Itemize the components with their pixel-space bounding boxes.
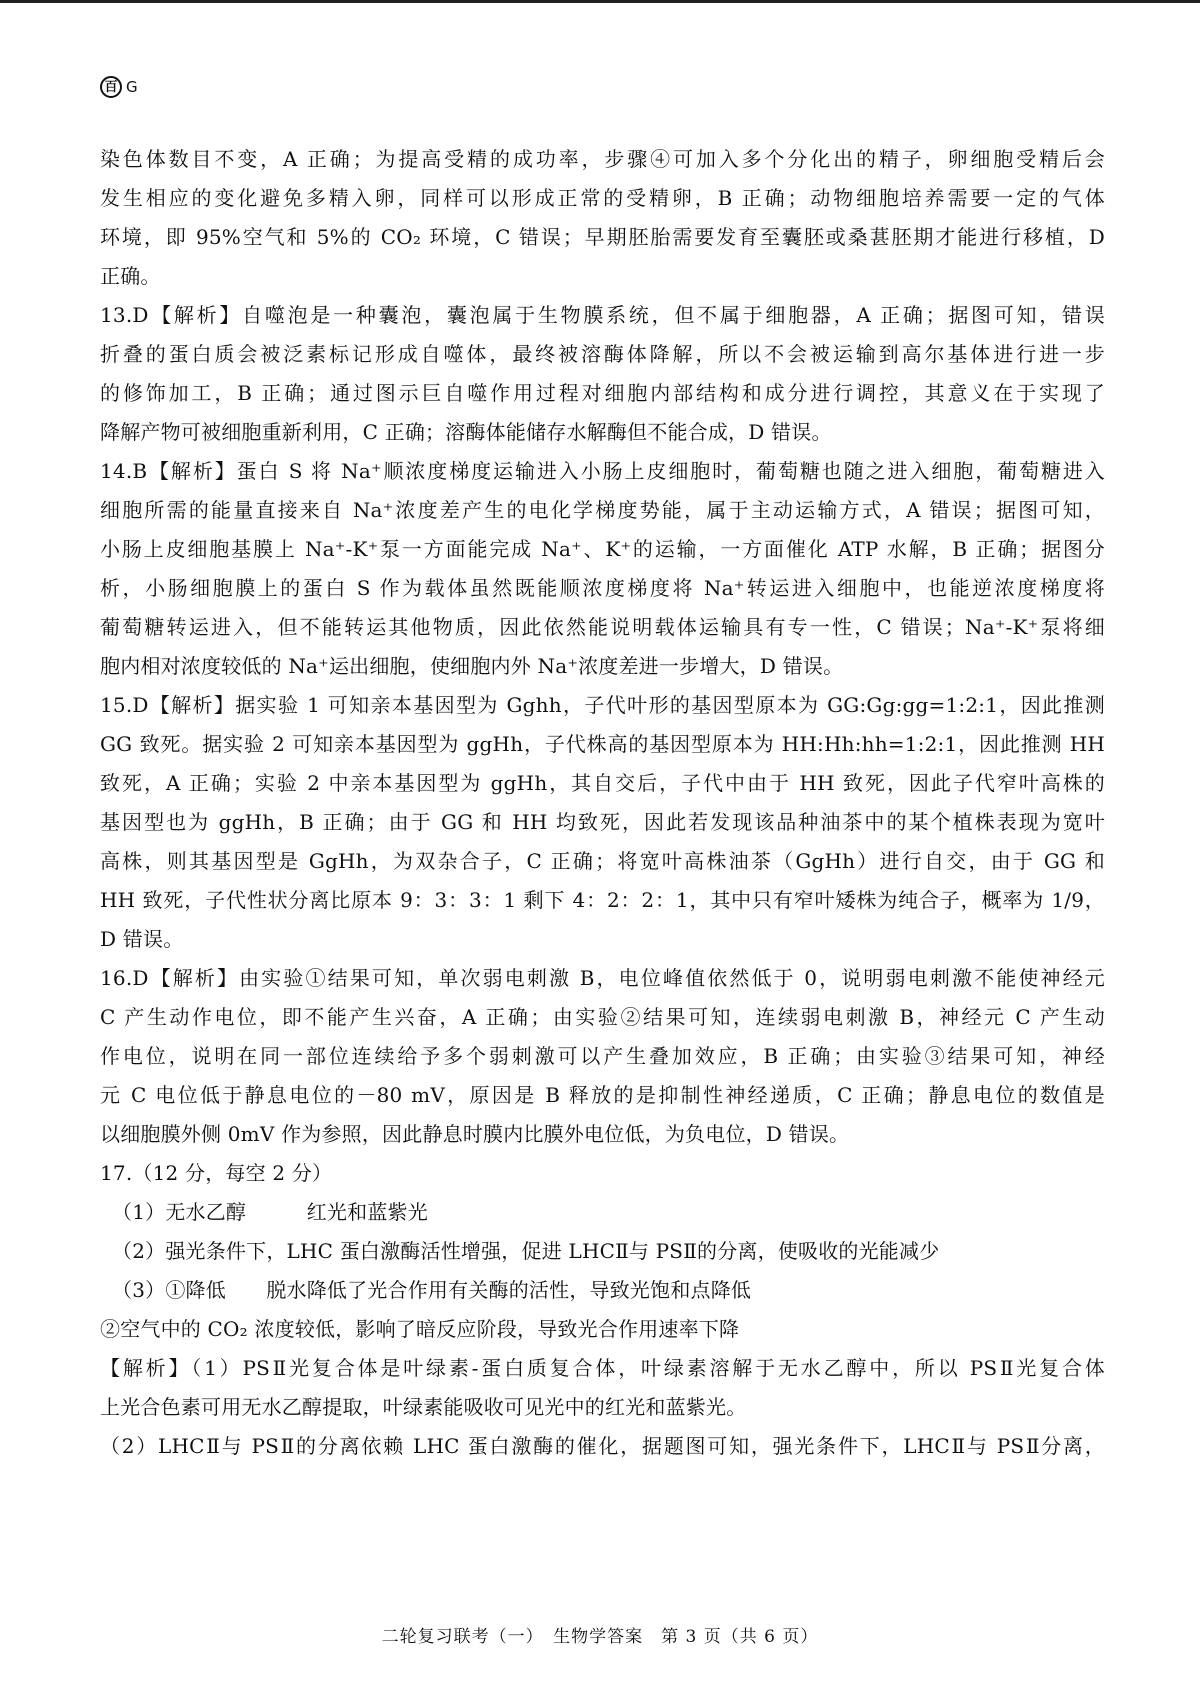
text-line: 作电位，说明在同一部位连续给予多个弱刺激可以产生叠加效应，B 正确；由实验③结果可知，神经 (100, 1044, 1105, 1068)
text-line: 正确。 (100, 264, 161, 288)
text-line: （2）LHCⅡ与 PSⅡ的分离依赖 LHC 蛋白激酶的催化，据题图可知，强光条件下，LHCⅡ与 PSⅡ分离， (100, 1434, 1105, 1458)
answer-13-line: 13.D【解析】自噬泡是一种囊泡，囊泡属于生物膜系统，但不属于细胞器，A 正确；据图可知，错误 (100, 303, 1105, 327)
publisher-logo (100, 76, 138, 98)
text-line: D 错误。 (100, 927, 184, 951)
text-line: 上光合色素可用无水乙醇提取，叶绿素能吸收可见光中的红光和蓝紫光。 (100, 1395, 747, 1419)
answer-14-line: 14.B【解析】蛋白 S 将 Na⁺顺浓度梯度运输进入小肠上皮细胞时，葡萄糖也随之进入细胞，葡萄糖进入 (100, 459, 1105, 483)
logo-letter: G (126, 78, 138, 96)
text-line: GG 致死。据实验 2 可知亲本基因型为 ggHh，子代株高的基因型原本为 HH:Hh:hh=1:2:1，因此推测 HH (100, 732, 1105, 756)
text-line: 染色体数目不变，A 正确；为提高受精的成功率，步骤④可加入多个分化出的精子，卵细胞受精后会 (100, 147, 1105, 171)
text-line: 析，小肠细胞膜上的蛋白 S 作为载体虽然既能顺浓度梯度将 Na⁺转运进入细胞中，也能逆浓度梯度将 (100, 576, 1105, 600)
text-line: 葡萄糖转运进入，但不能转运其他物质，因此依然能说明载体运输具有专一性，C 错误；Na⁺-K⁺泵将细 (100, 615, 1105, 639)
text-line: 致死，A 正确；实验 2 中亲本基因型为 ggHh，其自交后，子代中由于 HH 致死，因此子代窄叶高株的 (100, 771, 1105, 795)
text-line: 发生相应的变化避免多精入卵，同样可以形成正常的受精卵，B 正确；动物细胞培养需要一定的气体 (100, 186, 1105, 210)
answer-17-part-3-2: ②空气中的 CO₂ 浓度较低，影响了暗反应阶段，导致光合作用速率下降 (100, 1317, 740, 1341)
page-footer: 二轮复习联考（一） 生物学答案 第 3 页（共 6 页） (381, 1627, 819, 1647)
text-line: 以细胞膜外侧 0mV 作为参照，因此静息时膜内比膜外电位低，为负电位，D 错误。 (100, 1122, 850, 1146)
top-border-rule (0, 0, 1200, 3)
answer-17-part-3: （3）①降低 脱水降低了光合作用有关酶的活性，导致光饱和点降低 (112, 1278, 752, 1302)
text-line: HH 致死，子代性状分离比原本 9：3：3：1 剩下 4：2：2：1，其中只有窄叶矮株为纯合子，概率为 1/9， (100, 888, 1105, 912)
text-line: 降解产物可被细胞重新利用，C 正确；溶酶体能储存水解酶但不能合成，D 错误。 (100, 420, 832, 444)
answer-17-part-1: （1）无水乙醇 红光和蓝紫光 (112, 1200, 428, 1224)
answer-17-analysis: 【解析】（1）PSⅡ光复合体是叶绿素-蛋白质复合体，叶绿素溶解于无水乙醇中，所以 PSⅡ光复合体 (100, 1356, 1105, 1380)
text-line: 折叠的蛋白质会被泛素标记形成自噬体，最终被溶酶体降解，所以不会被运输到高尔基体进行进一步 (100, 342, 1105, 366)
text-line: 小肠上皮细胞基膜上 Na⁺-K⁺泵一方面能完成 Na⁺、K⁺的运输，一方面催化 ATP 水解，B 正确；据图分 (100, 537, 1105, 561)
text-line: 的修饰加工，B 正确；通过图示巨自噬作用过程对细胞内部结构和成分进行调控，其意义在于实现了 (100, 381, 1105, 405)
answer-17-heading: 17.（12 分，每空 2 分） (100, 1161, 333, 1185)
answer-17-part-2: （2）强光条件下，LHC 蛋白激酶活性增强，促进 LHCⅡ与 PSⅡ的分离，使吸收的光能减少 (112, 1239, 940, 1263)
text-line: 细胞所需的能量直接来自 Na⁺浓度差产生的电化学梯度势能，属于主动运输方式，A 错误；据图可知， (100, 498, 1105, 522)
text-line: 基因型也为 ggHh，B 正确；由于 GG 和 HH 均致死，因此若发现该品种油茶中的某个植株表现为宽叶 (100, 810, 1105, 834)
logo-circle-icon: 百 (100, 76, 122, 98)
text-line: 高株，则其基因型是 GgHh，为双杂合子，C 正确；将宽叶高株油茶（GgHh）进行自交，由于 GG 和 (100, 849, 1105, 873)
answer-15-line: 15.D【解析】据实验 1 可知亲本基因型为 Gghh，子代叶形的基因型原本为 GG:Gg:gg=1:2:1，因此推测 (100, 693, 1105, 717)
text-line: 胞内相对浓度较低的 Na⁺运出细胞，使细胞内外 Na⁺浓度差进一步增大，D 错误。 (100, 654, 844, 678)
answer-16-line: 16.D【解析】由实验①结果可知，单次弱电刺激 B，电位峰值依然低于 0，说明弱电刺激不能使神经元 (100, 966, 1105, 990)
text-line: 元 C 电位低于静息电位的－80 mV，原因是 B 释放的是抑制性神经递质，C 正确；静息电位的数值是 (100, 1083, 1105, 1107)
text-line: C 产生动作电位，即不能产生兴奋，A 正确；由实验②结果可知，连续弱电刺激 B，神经元 C 产生动 (100, 1005, 1105, 1029)
answer-body (100, 140, 1105, 1466)
text-line: 环境，即 95%空气和 5%的 CO₂ 环境，C 错误；早期胚胎需要发育至囊胚或桑葚胚期才能进行移植，D (100, 225, 1105, 249)
